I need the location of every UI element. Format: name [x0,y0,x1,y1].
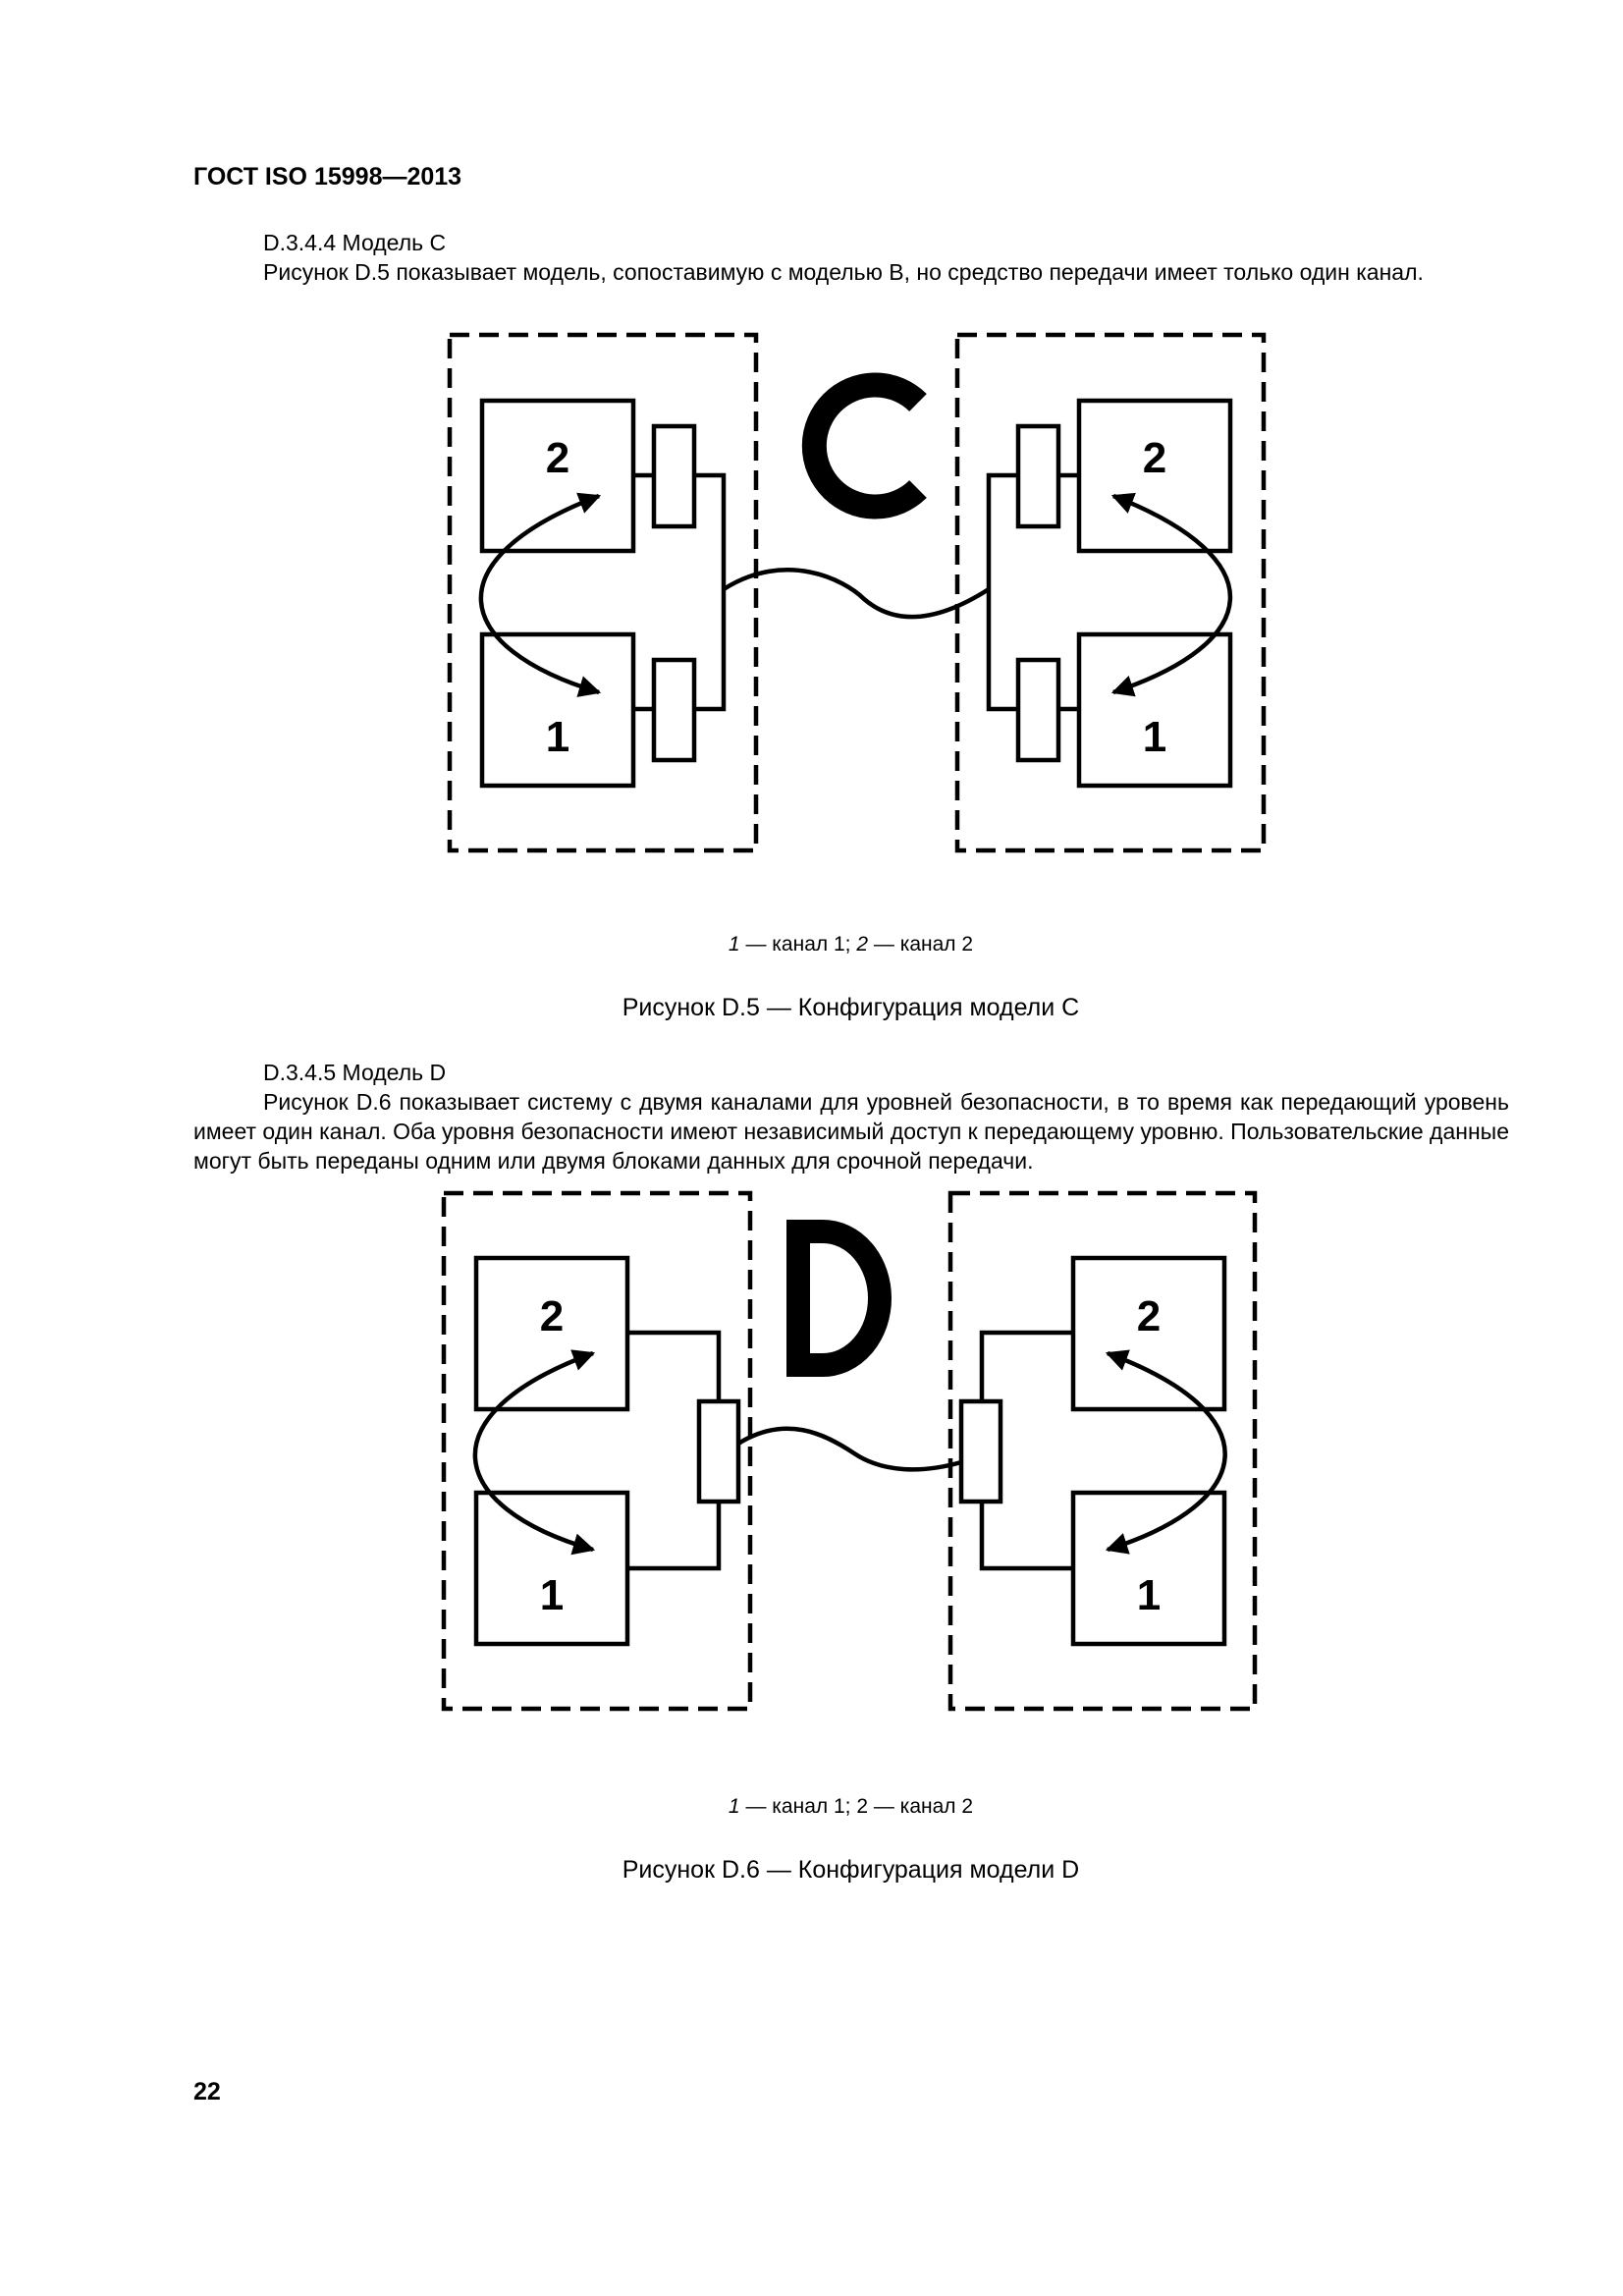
label-2-right: 2 [1142,434,1167,482]
legend-d-text1: — канал 1; 2 — канал 2 [745,1795,974,1818]
section-paragraph-c: Рисунок D.5 показывает модель, сопоставимую с моделью В, но средство передачи имеет только один канал. [263,259,1424,285]
label-2-left: 2 [545,434,570,482]
legend-c-text1: — канал 1; [745,933,851,956]
legend-c-num1: 1 [728,933,740,956]
label-1-left-d: 1 [539,1571,565,1619]
section-heading-d: D.3.4.5 Модель D [263,1060,447,1085]
left-arrow-d [475,1353,593,1550]
left-wiring-d [627,1333,719,1568]
right-station-boundary-d [950,1193,1255,1709]
single-transmission-channel-d [738,1429,961,1470]
right-safety-layer-1-d [1073,1493,1224,1644]
right-transceiver-2 [1018,426,1058,526]
left-arrow [481,496,599,692]
big-letter-c [814,385,918,507]
label-1-left: 1 [545,713,570,761]
figure-c-letter [814,385,918,507]
label-1-right-d: 1 [1136,1571,1162,1619]
left-wiring [633,475,724,709]
right-transceiver-1 [1018,660,1058,760]
section-paragraph-d: Рисунок D.6 показывает систему с двумя каналами для уровней безопасности, в то время как передающий уровень имеет один канал. Оба уровня безопасности имеют независимый доступ к передающему уровню. Пользовательские данные могут быть переданы одним или двумя блоками данных для срочной передачи. [193,1089,1509,1174]
left-transceiver-2 [654,426,694,526]
figure-c-legend [0,933,1623,957]
right-transceiver-d [961,1401,1001,1502]
section-heading-c: D.3.4.4 Модель С [263,230,447,255]
right-arrow [1113,496,1230,692]
figure-d-legend [0,1795,1623,1819]
right-wiring-d [982,1333,1073,1568]
right-safety-layer-1 [1079,634,1230,786]
left-station-boundary-d [444,1193,750,1709]
document-header: ГОСТ ISO 15998—2013 [193,163,462,191]
figure-d-letter [798,1231,880,1365]
right-station-boundary [957,335,1264,850]
left-transceiver-d [699,1401,738,1502]
page-number: 22 [193,2078,221,2105]
label-1-right: 1 [1142,713,1167,761]
figure-c-caption: Рисунок D.5 — Конфигурация модели С [622,994,1080,1021]
figure-d-drawing [444,1193,1255,1709]
figure-d-caption: Рисунок D.6 — Конфигурация модели D [622,1856,1080,1884]
right-wiring [989,475,1079,709]
legend-c-num2: 2 [856,933,869,956]
legend-d-num1: 1 [728,1795,740,1818]
label-2-right-d: 2 [1136,1292,1162,1340]
legend-c-text2: — канал 2 [873,933,974,956]
left-safety-layer-1-d [476,1493,627,1644]
label-2-left-d: 2 [539,1292,565,1340]
single-transmission-channel [724,570,989,617]
left-transceiver-1 [654,660,694,760]
right-arrow-d [1108,1353,1225,1550]
figure-c-drawing [450,335,1264,850]
left-station-boundary [450,335,756,850]
big-letter-d [798,1231,880,1365]
left-safety-layer-1 [482,634,633,786]
